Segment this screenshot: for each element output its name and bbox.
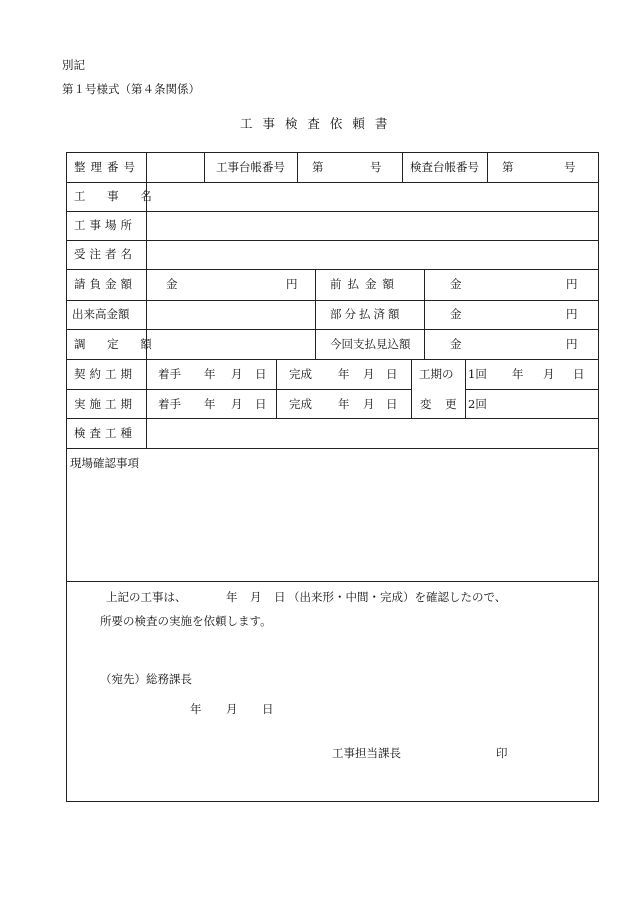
- label-dekidaka-kingaku: 出来高金額: [72, 307, 130, 321]
- nen-1a: 年: [204, 367, 216, 381]
- sender-title: 工事担当課長: [332, 746, 401, 760]
- row-divider-partial: [66, 389, 411, 390]
- hi-2a: 日: [255, 397, 267, 411]
- label-jisshi-kouki: 実施工期: [74, 397, 136, 411]
- form-bottom-border: [66, 801, 599, 802]
- col-divider: [276, 359, 277, 418]
- label-keiyaku-kouki: 契約工期: [74, 367, 136, 381]
- tsuki-1a: 月: [231, 367, 243, 381]
- kansei-1: 完成: [289, 367, 312, 381]
- col-divider: [465, 359, 466, 418]
- dai-2: 第: [502, 160, 514, 174]
- col-divider: [487, 152, 488, 182]
- label-ukeoi-kingaku: 請負金額: [74, 277, 136, 291]
- request-hi: 日: [274, 590, 286, 604]
- date-nen: 年: [190, 702, 202, 716]
- date-hi: 日: [262, 702, 274, 716]
- document-title: 工 事 検 査 依 頼 書: [240, 116, 391, 131]
- label-kouji-basho: 工事場所: [74, 218, 136, 232]
- kai-1: 1回: [468, 367, 487, 381]
- addressee: （宛先）総務課長: [100, 672, 192, 686]
- label-seiri-bango: 整理番号: [74, 160, 140, 174]
- hi-2b: 日: [386, 397, 398, 411]
- tsuki-2a: 月: [231, 397, 243, 411]
- request-line1-suffix: （出来形・中間・完成）を確認したので、: [288, 590, 507, 604]
- col-divider: [297, 152, 298, 182]
- col-divider: [315, 269, 316, 359]
- label-juchusha-mei: 受注者名: [74, 247, 136, 261]
- date-tsuki: 月: [226, 702, 238, 716]
- kin-4: 金: [450, 337, 462, 351]
- kin-2: 金: [450, 277, 462, 291]
- en-1: 円: [286, 277, 298, 291]
- label-kouji-mei: 工 事 名: [74, 189, 161, 203]
- seal-mark: 印: [496, 746, 508, 760]
- gou-2: 号: [564, 160, 576, 174]
- gou-1: 号: [370, 160, 382, 174]
- request-line1-prefix: 上記の工事は、: [106, 590, 187, 604]
- form-number: 第１号様式（第４条関係）: [62, 82, 200, 96]
- hi-1c: 日: [573, 367, 585, 381]
- request-line2: 所要の検査の実施を依頼します。: [100, 614, 272, 628]
- chakushu-2: 着手: [158, 397, 181, 411]
- nen-2b: 年: [338, 397, 350, 411]
- dai-1: 第: [312, 160, 324, 174]
- nen-1c: 年: [512, 367, 524, 381]
- label-kouki-no: 工期の: [419, 367, 454, 381]
- chakushu-1: 着手: [158, 367, 181, 381]
- label-chouteigaku: 調 定 額: [74, 337, 161, 351]
- en-2: 円: [566, 277, 578, 291]
- row-divider-partial: [465, 389, 599, 390]
- label-konkai-shiharai: 今回支払見込額: [330, 337, 411, 351]
- row-divider: [66, 448, 599, 449]
- col-divider: [204, 152, 205, 182]
- label-maebarai-kingaku: 前払金額: [330, 277, 400, 291]
- tsuki-2b: 月: [363, 397, 375, 411]
- col-divider: [411, 359, 412, 418]
- form-right-border: [598, 152, 599, 802]
- kansei-2: 完成: [289, 397, 312, 411]
- row-divider: [66, 581, 599, 582]
- label-kouji-daichou-bango: 工事台帳番号: [216, 160, 285, 174]
- col-divider: [402, 152, 403, 182]
- tsuki-1c: 月: [543, 367, 555, 381]
- label-genba-kakunin: 現場確認事項: [70, 456, 139, 470]
- request-nen: 年: [226, 590, 238, 604]
- kin-3: 金: [450, 307, 462, 321]
- kai-2: 2回: [468, 397, 487, 411]
- nen-2a: 年: [204, 397, 216, 411]
- appendix-label: 別記: [62, 58, 85, 72]
- col-divider: [424, 269, 425, 359]
- label-kensa-koushu: 検査工種: [74, 426, 136, 440]
- hi-1b: 日: [386, 367, 398, 381]
- en-4: 円: [566, 337, 578, 351]
- form-left-border: [66, 152, 67, 802]
- nen-1b: 年: [338, 367, 350, 381]
- en-3: 円: [566, 307, 578, 321]
- label-henkou: 変 更: [420, 397, 462, 411]
- inspection-request-form: [66, 152, 599, 802]
- label-bubun-barai-zumi: 部分払済額: [330, 307, 403, 321]
- tsuki-1b: 月: [363, 367, 375, 381]
- hi-1a: 日: [255, 367, 267, 381]
- label-kensa-daichou-bango: 検査台帳番号: [410, 160, 479, 174]
- request-tsuki: 月: [250, 590, 262, 604]
- kin-1: 金: [166, 277, 178, 291]
